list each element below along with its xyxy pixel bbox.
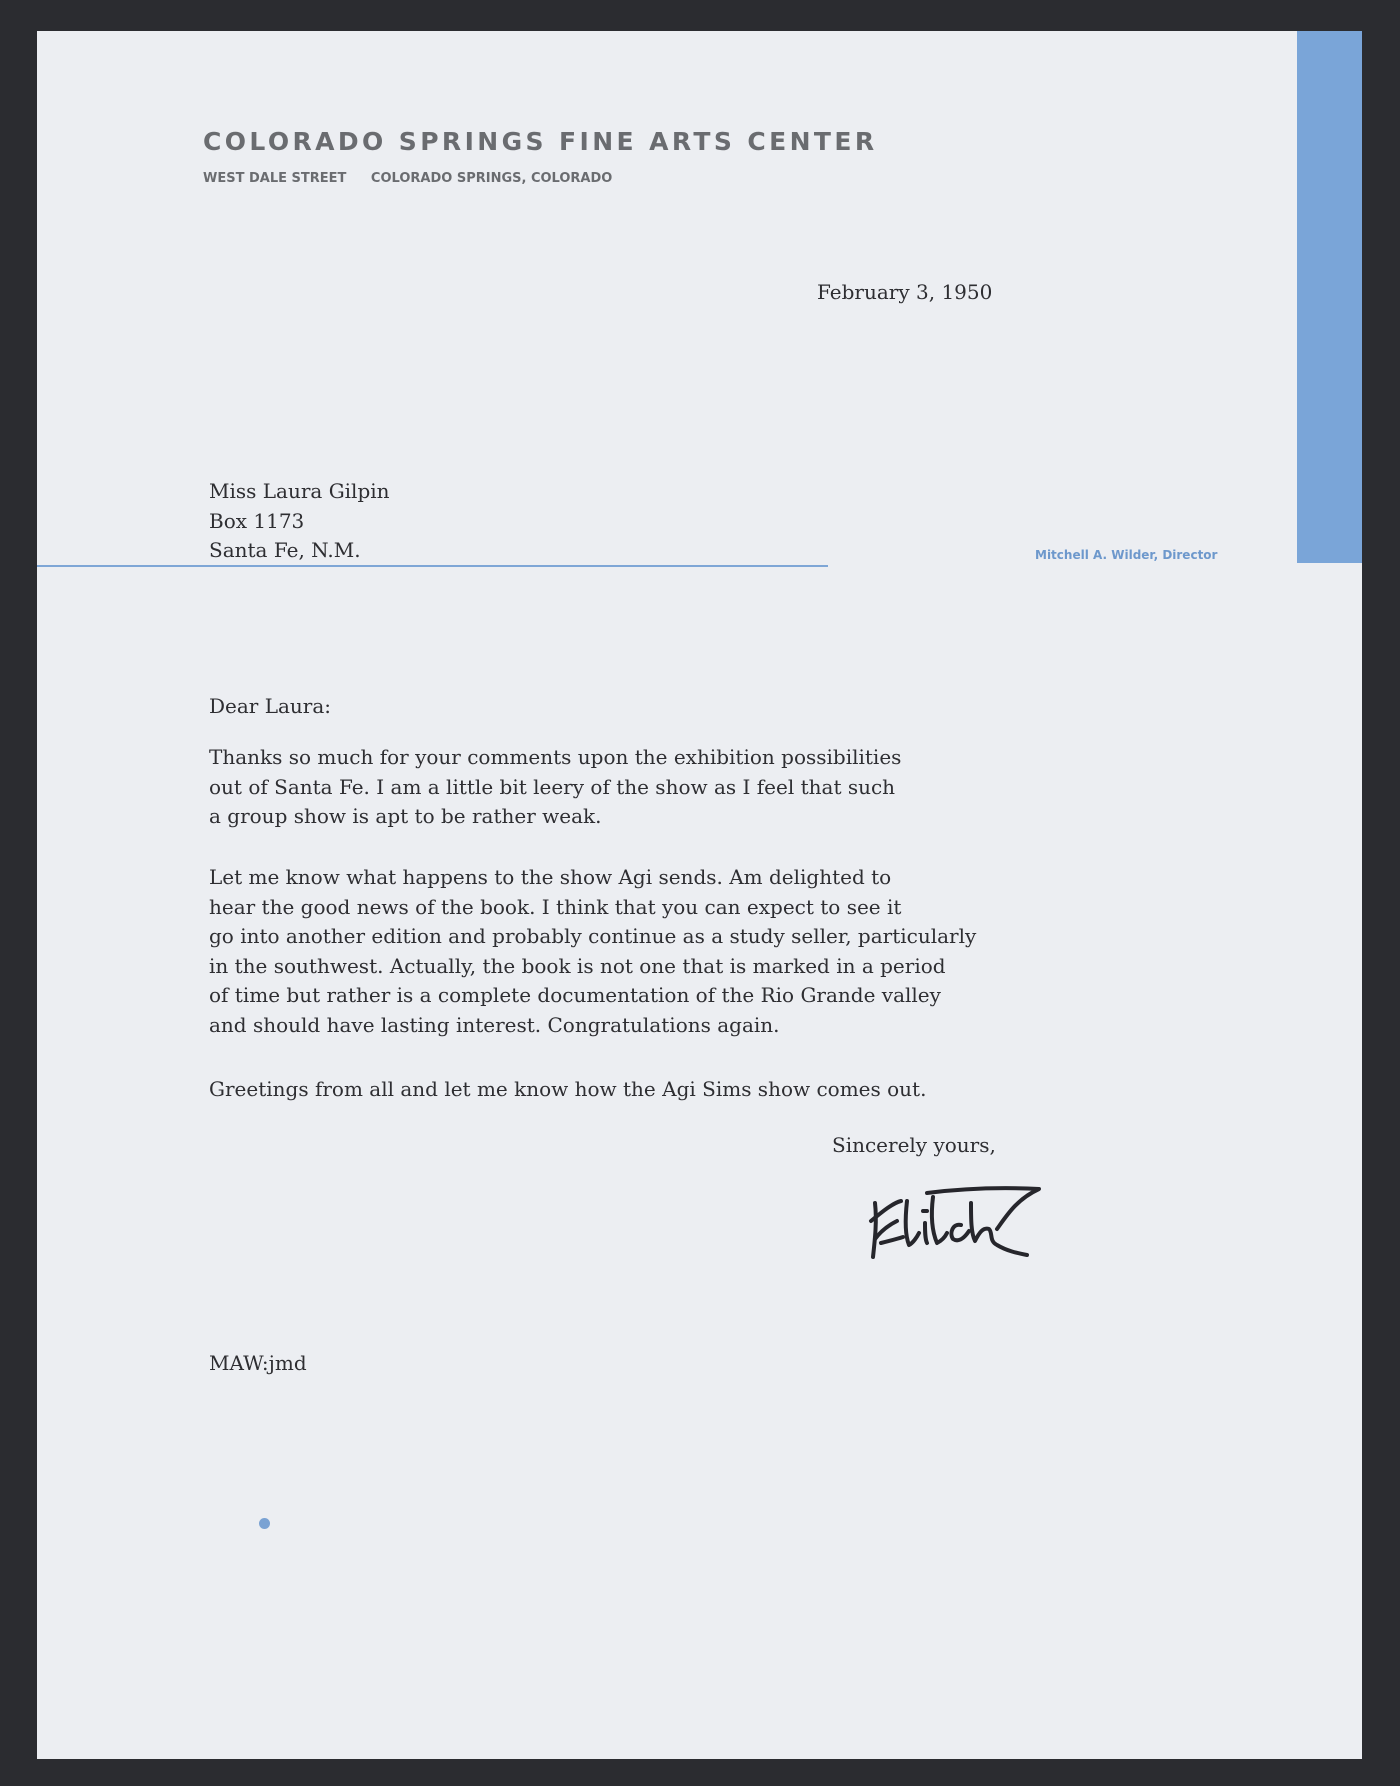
paragraph-1 (209, 743, 901, 832)
paragraph-3 (209, 1075, 926, 1105)
paragraph-line: and should have lasting interest. Congratulations again. (209, 1012, 780, 1037)
recipient-address (209, 477, 390, 566)
paragraph-line: Let me know what happens to the show Agi sends. Am delighted to (209, 865, 892, 889)
handwritten-signature (867, 1181, 1047, 1271)
letterhead-city: COLORADO SPRINGS, COLORADO (370, 171, 613, 186)
letterhead-address (203, 171, 612, 186)
paragraph-2 (209, 863, 976, 1040)
paragraph-line: Greetings from all and let me know how the Agi Sims show comes out. (209, 1077, 927, 1101)
blue-margin-band (1297, 31, 1362, 563)
blue-dot-mark (259, 1518, 270, 1529)
letterhead-street: WEST DALE STREET (203, 171, 347, 186)
letterhead-rule (37, 565, 828, 567)
reference-initials: MAW:jmd (209, 1351, 307, 1375)
recipient-name: Miss Laura Gilpin (209, 479, 390, 503)
paragraph-line: Thanks so much for your comments upon the exhibition possibilities (209, 745, 902, 769)
letter-date: February 3, 1950 (817, 280, 993, 304)
paragraph-line: hear the good news of the book. I think that you can expect to see it (209, 894, 902, 919)
paragraph-line: out of Santa Fe. I am a little bit leery of the show as I feel that such (209, 774, 896, 799)
paragraph-line: in the southwest. Actually, the book is not one that is marked in a period (209, 953, 946, 978)
salutation: Dear Laura: (209, 694, 332, 718)
director-name: Mitchell A. Wilder, Director (1035, 548, 1218, 562)
recipient-city: Santa Fe, N.M. (209, 538, 361, 562)
paragraph-line: go into another edition and probably continue as a study seller, particularly (209, 924, 977, 948)
paragraph-line: a group show is apt to be rather weak. (209, 804, 602, 828)
closing: Sincerely yours, (832, 1133, 996, 1157)
letterhead-organization: COLORADO SPRINGS FINE ARTS CENTER (203, 127, 878, 156)
recipient-box: Box 1173 (209, 508, 305, 533)
letter-page (37, 31, 1362, 1759)
paragraph-line: of time but rather is a complete documentation of the Rio Grande valley (209, 983, 941, 1007)
